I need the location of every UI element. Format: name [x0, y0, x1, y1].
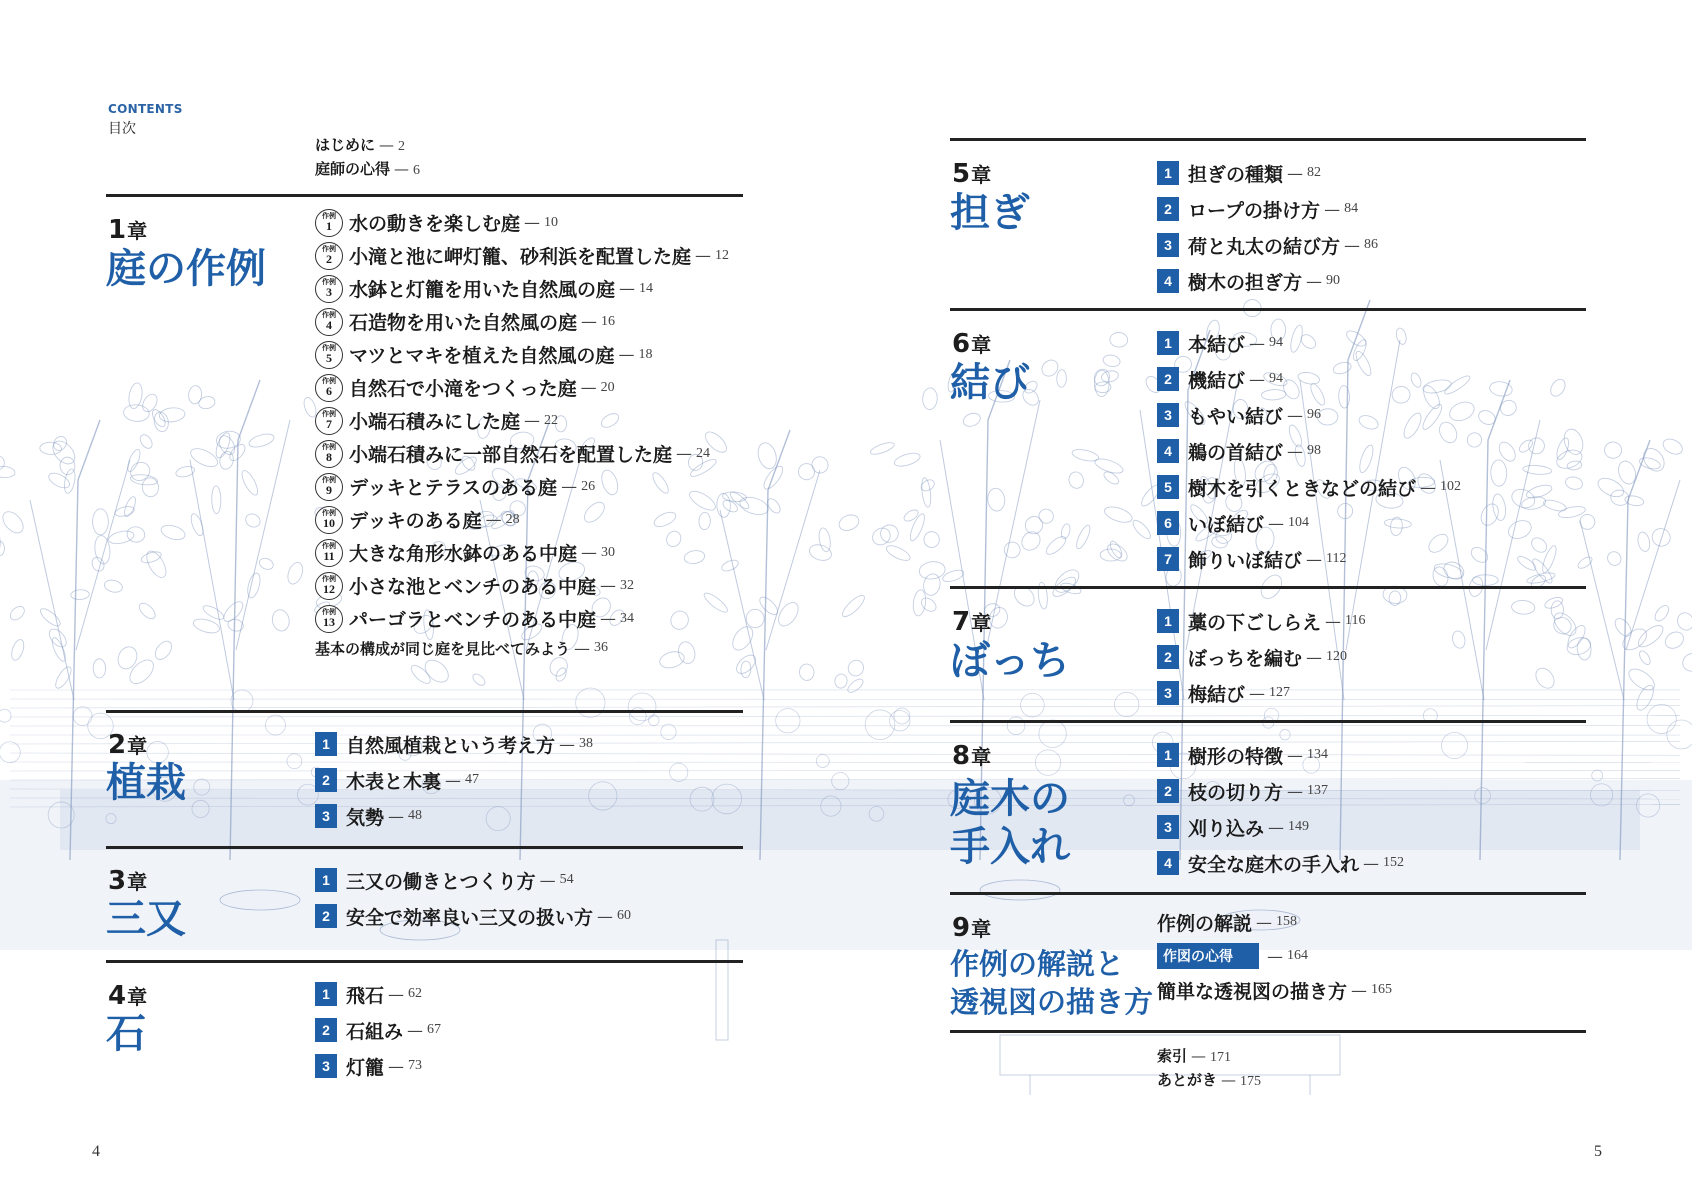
intro-item[interactable]: 庭師の心得 — 6	[315, 160, 421, 178]
example-number-badge: 作例 11	[315, 539, 343, 567]
example-number-badge: 作例 1	[315, 209, 343, 237]
leader-dash: —	[1344, 235, 1361, 255]
toc-entry[interactable]	[315, 1012, 441, 1048]
page-ref: 158	[1276, 914, 1298, 929]
page-ref: 54	[559, 872, 574, 887]
page-ref: 82	[1307, 165, 1322, 180]
leader-dash: —	[485, 510, 502, 529]
chapter-6-entries	[1157, 325, 1461, 577]
example-number-badge: 作例 12	[315, 572, 343, 600]
example-number-badge: 作例 8	[315, 440, 343, 468]
entry-label: 作例の解説	[1157, 912, 1253, 935]
leader-dash: —	[695, 246, 712, 265]
leader-dash: —	[676, 444, 693, 463]
page-ref: 152	[1383, 855, 1405, 870]
toc-entry[interactable]	[315, 1048, 441, 1084]
example-number-badge: 作例 7	[315, 407, 343, 435]
entry-label: 刈り込み	[1188, 817, 1265, 840]
toc-entry[interactable]	[1157, 433, 1461, 469]
leader-dash: —	[580, 378, 597, 397]
leader-dash: —	[388, 806, 405, 826]
section-number-badge: 4	[1157, 439, 1179, 463]
entry-label: 機結び	[1188, 369, 1246, 392]
example-number-badge: 作例 13	[315, 605, 343, 633]
leader-dash: —	[524, 213, 541, 232]
entry-label: 小端石積みに一部自然石を配置した庭	[349, 444, 673, 466]
toc-entry[interactable]	[1157, 397, 1461, 433]
entry-label: 安全で効率良い三又の扱い方	[346, 906, 594, 929]
toc-entry[interactable]	[315, 503, 729, 536]
leader-dash: —	[1287, 163, 1304, 183]
toc-entry[interactable]	[315, 726, 593, 762]
section-number-badge: 1	[315, 732, 337, 756]
entry-label: 灯籠	[346, 1056, 385, 1079]
toc-entry[interactable]	[1157, 263, 1378, 299]
page-ref: 96	[1307, 407, 1322, 422]
section-number-badge: 2	[315, 768, 337, 792]
toc-entry[interactable]	[315, 239, 729, 272]
page-ref: 36	[594, 640, 609, 655]
toc-entry[interactable]	[1157, 939, 1392, 973]
toc-entry[interactable]	[315, 371, 729, 404]
toc-entry[interactable]	[315, 536, 729, 569]
page-ref: 86	[1364, 237, 1379, 252]
leader-dash: —	[1351, 980, 1368, 1000]
leader-dash: —	[1420, 477, 1437, 497]
entry-label: 石造物を用いた自然風の庭	[349, 312, 578, 334]
chapter-number: 1章	[108, 215, 148, 245]
chapter-6-section	[950, 308, 1586, 587]
page-ref: 18	[638, 346, 653, 362]
page-ref: 94	[1269, 335, 1284, 350]
contents-label: CONTENTS	[108, 102, 183, 116]
toc-entry[interactable]	[315, 569, 729, 602]
chapter-9-entries	[1157, 905, 1392, 1007]
page-ref: 28	[505, 511, 520, 527]
leader-dash: —	[1267, 946, 1283, 966]
toc-entry[interactable]	[315, 898, 631, 934]
chapter-2-section	[106, 710, 743, 843]
page-ref: 20	[600, 379, 615, 395]
entry-label: 樹形の特徴	[1188, 745, 1284, 768]
example-number-badge: 作例 10	[315, 506, 343, 534]
toc-entry[interactable]	[1157, 773, 1404, 809]
entry-label: 樹木を引くときなどの結び	[1188, 477, 1417, 500]
page-ref: 112	[1326, 551, 1347, 566]
entry-label: 枝の切り方	[1188, 781, 1284, 804]
toc-entry[interactable]	[1157, 505, 1461, 541]
page-number-right: 5	[1594, 1143, 1602, 1160]
section-number-badge: 1	[1157, 331, 1179, 355]
entry-label: もやい結び	[1188, 405, 1284, 428]
chapter-3-entries	[315, 862, 631, 934]
leader-dash: —	[1325, 611, 1342, 631]
contents-subtitle: 目次	[108, 121, 136, 137]
entry-label: 樹木の担ぎ方	[1188, 271, 1303, 294]
entry-label: 小さな池とベンチのある中庭	[349, 576, 597, 598]
entry-label: 水鉢と灯籠を用いた自然風の庭	[349, 279, 616, 301]
leader-dash: —	[581, 312, 598, 331]
toc-entry[interactable]	[315, 762, 593, 798]
entry-label: 鵜の首結び	[1188, 441, 1284, 464]
section-number-badge: 1	[315, 868, 337, 892]
toc-entry[interactable]	[315, 338, 729, 371]
page-ref: 60	[617, 908, 632, 923]
chapter-1-section	[106, 194, 743, 705]
entry-label: 水の動きを楽しむ庭	[349, 213, 521, 235]
chapter-2-entries	[315, 726, 593, 834]
chapter-title: 担ぎ	[950, 190, 1030, 236]
chapter-number: 5章	[952, 159, 992, 189]
toc-entry[interactable]	[1157, 603, 1366, 639]
toc-entry[interactable]	[1157, 973, 1392, 1007]
toc-entry[interactable]	[1157, 469, 1461, 505]
leader-dash: —	[1287, 405, 1304, 425]
leader-dash: —	[445, 770, 462, 790]
section-number-badge: 4	[1157, 269, 1179, 293]
toc-entry[interactable]	[1157, 227, 1378, 263]
page-ref: 30	[601, 544, 616, 560]
section-number-badge: 3	[1157, 233, 1179, 257]
chapter-number: 4章	[108, 981, 148, 1011]
leader-dash: —	[1287, 745, 1304, 765]
example-number-badge: 作例 5	[315, 341, 343, 369]
leader-dash: —	[1256, 912, 1273, 932]
leader-dash: —	[1306, 549, 1323, 569]
page-ref: 16	[601, 313, 616, 329]
page-ref: 22	[544, 412, 559, 428]
section-number-badge: 3	[315, 804, 337, 828]
entry-label: マツとマキを植えた自然風の庭	[349, 345, 615, 367]
entry-label: 梅結び	[1188, 683, 1246, 706]
leader-dash: —	[388, 984, 405, 1004]
entry-label: 基本の構成が同じ庭を見比べてみよう	[315, 639, 571, 658]
toc-entry[interactable]	[1157, 361, 1461, 397]
leader-dash: —	[1324, 199, 1341, 219]
toc-extra-entry[interactable]	[315, 635, 729, 661]
leader-dash: —	[407, 1020, 424, 1040]
chapter-1-entries	[315, 206, 729, 661]
page-ref: 104	[1288, 515, 1310, 530]
entry-label: デッキのある庭	[349, 510, 482, 532]
page-ref: 38	[579, 736, 594, 751]
leader-dash: —	[618, 345, 635, 364]
entry-label: いぼ結び	[1188, 513, 1265, 536]
chapter-number: 6章	[952, 329, 992, 359]
leader-dash: —	[600, 576, 617, 595]
entry-label: 藁の下ごしらえ	[1188, 611, 1322, 634]
page-number-left: 4	[92, 1143, 100, 1160]
chapter-title: 三又	[106, 896, 186, 942]
chapter-3-section	[106, 846, 743, 959]
section-number-badge: 2	[1157, 367, 1179, 391]
leader-dash: —	[1249, 333, 1266, 353]
toc-entry[interactable]	[1157, 325, 1461, 361]
entry-label: デッキとテラスのある庭	[349, 477, 558, 499]
leader-dash: —	[597, 906, 614, 926]
leader-dash: —	[1287, 441, 1304, 461]
page-ref: 116	[1345, 613, 1366, 628]
page-ref: 84	[1344, 201, 1359, 216]
page-ref: 34	[620, 610, 635, 626]
toc-entry[interactable]	[1157, 905, 1392, 939]
leader-dash: —	[559, 734, 576, 754]
toc-entry[interactable]	[315, 976, 441, 1012]
page-ref: 149	[1288, 819, 1310, 834]
right-page	[846, 0, 1692, 1200]
chapter-9-section	[950, 892, 1586, 1031]
toc-entry[interactable]	[315, 305, 729, 338]
chapter-4-section	[106, 960, 743, 1091]
entry-label: 三又の働きとつくり方	[346, 870, 536, 893]
toc-entry[interactable]	[1157, 675, 1366, 711]
highlighted-entry-label: 作図の心得	[1157, 943, 1259, 969]
leader-dash: —	[1249, 683, 1266, 703]
section-number-badge: 3	[315, 1054, 337, 1078]
toc-entry[interactable]	[1157, 639, 1366, 675]
page-ref: 94	[1269, 371, 1284, 386]
example-number-badge: 作例 2	[315, 242, 343, 270]
chapter-8-entries	[1157, 737, 1404, 881]
entry-label: 安全な庭木の手入れ	[1188, 853, 1360, 876]
page-ref: 67	[427, 1022, 442, 1037]
chapter-title: 石	[106, 1011, 146, 1057]
toc-entry[interactable]	[1157, 845, 1404, 881]
page-ref: 137	[1307, 783, 1329, 798]
toc-entry[interactable]	[1157, 809, 1404, 845]
entry-label: 小端石積みにした庭	[349, 411, 521, 433]
entry-label: 自然石で小滝をつくった庭	[349, 378, 577, 400]
leader-dash: —	[619, 279, 636, 298]
section-number-badge: 1	[1157, 609, 1179, 633]
page-ref: 47	[465, 772, 480, 787]
toc-entry[interactable]	[315, 206, 729, 239]
toc-entry[interactable]	[1157, 541, 1461, 577]
entry-label: 簡単な透視図の描き方	[1157, 980, 1348, 1003]
section-number-badge: 3	[1157, 815, 1179, 839]
chapter-number: 7章	[952, 607, 992, 637]
entry-label: ロープの掛け方	[1188, 199, 1321, 222]
entry-label: 飛石	[346, 984, 385, 1007]
chapter-title: 庭木の 手入れ	[950, 776, 1070, 870]
leader-dash: —	[1268, 513, 1285, 533]
leader-dash: —	[1268, 817, 1285, 837]
entry-label: 石組み	[346, 1020, 404, 1043]
section-number-badge: 5	[1157, 475, 1179, 499]
example-number-badge: 作例 6	[315, 374, 343, 402]
page-ref: 32	[620, 577, 635, 593]
page-ref: 14	[639, 280, 654, 296]
chapter-number: 9章	[952, 913, 992, 943]
chapter-number: 8章	[952, 741, 992, 771]
toc-entry[interactable]	[315, 602, 729, 635]
section-number-badge: 3	[1157, 681, 1179, 705]
back-matter-section	[950, 1030, 1586, 1093]
section-number-badge: 7	[1157, 547, 1179, 571]
section-number-badge: 2	[315, 1018, 337, 1042]
leader-dash: —	[539, 870, 556, 890]
page-ref: 164	[1287, 948, 1308, 963]
toc-entry[interactable]	[315, 798, 593, 834]
toc-entry[interactable]	[1157, 737, 1404, 773]
section-number-badge: 2	[1157, 645, 1179, 669]
page-ref: 24	[696, 445, 711, 461]
entry-label: 木表と木裏	[346, 770, 442, 793]
leader-dash: —	[388, 1056, 405, 1076]
toc-entry[interactable]	[315, 862, 631, 898]
page-ref: 90	[1326, 273, 1341, 288]
page-ref: 134	[1307, 747, 1329, 762]
toc-entry[interactable]	[315, 404, 729, 437]
section-number-badge: 4	[1157, 851, 1179, 875]
section-number-badge: 3	[1157, 403, 1179, 427]
section-number-badge: 1	[1157, 161, 1179, 185]
page-ref: 12	[715, 247, 730, 263]
chapter-title: ぼっち	[950, 638, 1070, 684]
chapter-8-section	[950, 720, 1586, 893]
section-number-badge: 2	[1157, 779, 1179, 803]
chapter-7-section	[950, 586, 1586, 719]
entry-label: ぼっちを編む	[1188, 647, 1303, 670]
page-ref: 48	[408, 808, 423, 823]
leader-dash: —	[574, 638, 591, 658]
toc-entry[interactable]	[315, 437, 729, 470]
chapter-5-section	[950, 138, 1586, 309]
chapter-title: 結び	[950, 360, 1030, 406]
leader-dash: —	[1287, 781, 1304, 801]
toc-entry[interactable]	[315, 470, 729, 503]
chapter-title: 庭の作例	[106, 246, 266, 292]
page-ref: 10	[544, 214, 559, 230]
leader-dash: —	[1306, 647, 1323, 667]
chapter-number: 3章	[108, 866, 148, 896]
leader-dash: —	[561, 477, 578, 496]
entry-label: 小滝と池に岬灯籠、砂利浜を配置した庭	[349, 246, 692, 268]
leader-dash: —	[1363, 853, 1380, 873]
leader-dash: —	[1249, 369, 1266, 389]
section-number-badge: 6	[1157, 511, 1179, 535]
toc-entry[interactable]	[1157, 155, 1378, 191]
back-matter-item[interactable]: 索引 — 171	[1157, 1047, 1232, 1065]
example-number-badge: 作例 4	[315, 308, 343, 336]
chapter-7-entries	[1157, 603, 1366, 711]
section-number-badge: 2	[1157, 197, 1179, 221]
page-ref: 98	[1307, 443, 1322, 458]
back-matter-list	[1157, 1045, 1261, 1093]
page-ref: 120	[1326, 649, 1348, 664]
leader-dash: —	[600, 609, 617, 628]
page-ref: 73	[408, 1058, 423, 1073]
example-number-badge: 作例 9	[315, 473, 343, 501]
section-number-badge: 1	[315, 982, 337, 1006]
entry-label: 飾りいぼ結び	[1188, 549, 1303, 572]
entry-label: 本結び	[1188, 333, 1246, 356]
toc-entry[interactable]	[315, 272, 729, 305]
example-number-badge: 作例 3	[315, 275, 343, 303]
page-ref: 62	[408, 986, 423, 1001]
section-number-badge: 2	[315, 904, 337, 928]
chapter-5-entries	[1157, 155, 1378, 299]
entry-label: パーゴラとベンチのある中庭	[349, 609, 597, 631]
chapter-title: 植栽	[106, 760, 186, 806]
chapter-title: 作例の解説と 透視図の描き方	[950, 947, 1154, 1019]
page-ref: 165	[1371, 982, 1393, 997]
chapter-number: 2章	[108, 730, 148, 760]
toc-entry[interactable]	[1157, 191, 1378, 227]
leader-dash: —	[524, 411, 541, 430]
leader-dash: —	[581, 543, 598, 562]
entry-label: 担ぎの種類	[1188, 163, 1284, 186]
section-number-badge: 1	[1157, 743, 1179, 767]
page-ref: 102	[1440, 479, 1462, 494]
entry-label: 大きな角形水鉢のある中庭	[349, 543, 578, 565]
intro-list	[315, 134, 420, 182]
entry-label: 気勢	[346, 806, 385, 829]
entry-label: 荷と丸太の結び方	[1188, 235, 1341, 258]
entry-label: 自然風植栽という考え方	[346, 734, 556, 757]
back-matter-item[interactable]: あとがき — 175	[1157, 1071, 1262, 1089]
page-ref: 26	[581, 478, 596, 494]
intro-item[interactable]: はじめに — 2	[315, 136, 406, 154]
chapter-4-entries	[315, 976, 441, 1084]
page-ref: 127	[1269, 685, 1291, 700]
leader-dash: —	[1306, 271, 1323, 291]
